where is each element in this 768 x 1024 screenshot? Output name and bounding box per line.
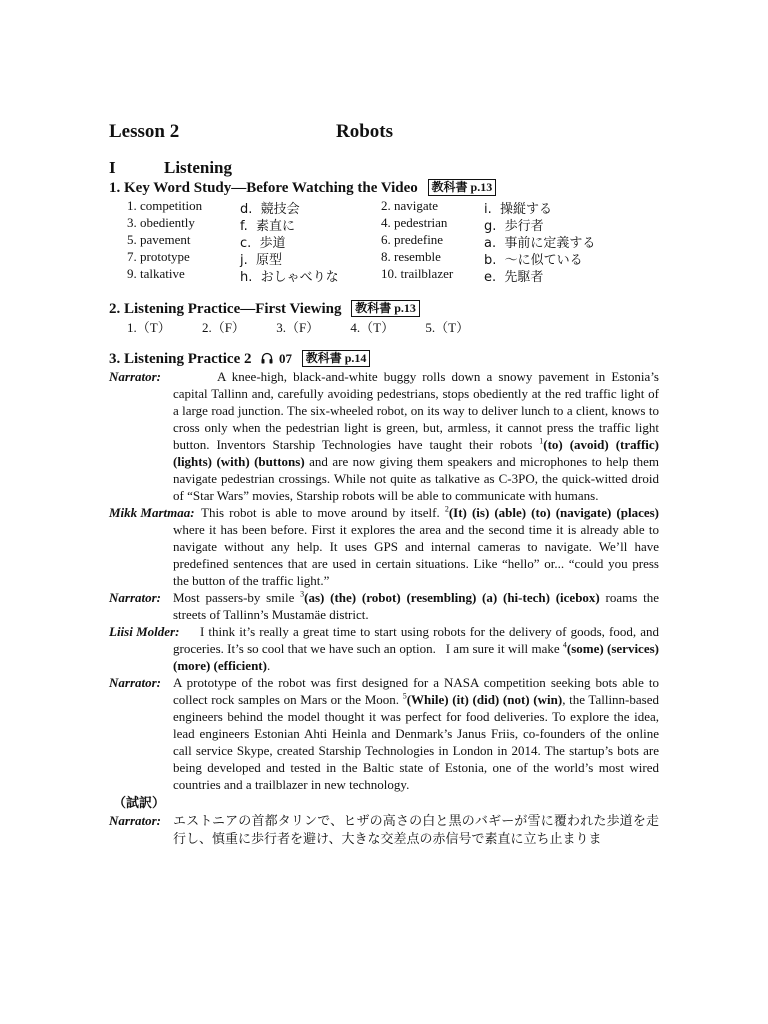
- vocab-word: 3. obediently: [127, 215, 195, 230]
- script-entry: [109, 368, 659, 504]
- translation-label: [109, 794, 659, 812]
- vocab-meaning: c. 歩道: [240, 236, 286, 251]
- script-text: A prototype of the robot was first designed for a NASA competition seeking bots able to collect rock samples on Mars or the Moon.: [173, 675, 659, 707]
- script-text: .: [266, 658, 271, 673]
- vocab-meaning: j. 原型: [240, 253, 283, 268]
- first-viewing-heading-text: 2. Listening Practice―First Viewing: [109, 301, 342, 317]
- headphone-icon: [261, 351, 273, 367]
- script-text: roams the streets of Tallinn’s Mustamäe district.: [173, 590, 659, 622]
- lesson-title: Robots: [336, 121, 394, 142]
- vocab-word: 8. resemble: [381, 249, 441, 264]
- key-word-heading-text: 1. Key Word Study―Before Watching the Video: [109, 180, 418, 196]
- script-text: I think it’s really a great time to start using robots for the delivery of goods, food, and groceries. It’s so cool that we have such an option. I am sure it will make: [173, 624, 659, 656]
- blank-number: 2: [444, 504, 449, 514]
- practice2-heading-text: 3. Listening Practice 2: [109, 351, 252, 367]
- answer-item: 1.（T）: [127, 320, 171, 335]
- vocab-word: 4. pedestrian: [381, 215, 448, 230]
- translation-text: エストニアの首都タリンで、ヒザの高さの白と黒のバギーが雪に覆われた歩道を走行し、慎重に歩行者を避け、大きな交差点の赤信号で素直に立ち止まりま: [173, 814, 659, 847]
- vocab-meaning: f. 素直に: [240, 219, 296, 234]
- vocab-meaning: g. 歩行者: [484, 219, 544, 234]
- track-number: 07: [278, 351, 292, 366]
- vocab-meaning: i. 操縦する: [484, 202, 553, 217]
- answer-item: 5.（T）: [425, 320, 470, 335]
- blank-number: 5: [402, 691, 407, 701]
- answer-text: (to) (avoid) (traffic) (lights) (with) (buttons): [173, 437, 659, 469]
- script-text: where it has been before. First it explores the area and the second time it is already able to navigate without any help. It uses GPS and internal cameras to navigate. We’ll have predefined sentences that are used in certain situations. Like “hello” or... “could you press the button of the traffic light.”: [173, 522, 659, 588]
- script-text: , the Tallinn-based engineers behind the model thought it was perfect for food deliveries. To explore the idea, lead engineers Estonian Ahti Heinla and Denmark’s Janus Friis, co-founders of the online call service Skype, created Starship Technologies in London in 2014. The startup’s bots are being developed and tested in the Baltic state of Estonia, one of the world’s most wired countries and a trailblazer in new technology.: [173, 692, 659, 792]
- textbook-ref-box: 教科書 p.13: [351, 300, 420, 317]
- vocab-word: 7. prototype: [127, 249, 190, 264]
- speaker-name: Liisi Molder:: [109, 624, 180, 639]
- answer-text: (as) (the) (robot) (resembling) (a) (hi-tech) (icebox): [304, 590, 600, 605]
- vocab-meaning: e. 先駆者: [484, 270, 544, 285]
- script-entry: [109, 504, 659, 589]
- blank-number: 3: [300, 589, 305, 599]
- answer-text: (It) (is) (able) (to) (navigate) (places): [448, 505, 659, 520]
- first-viewing-heading: [109, 300, 420, 318]
- translation-label-text: （試訳）: [113, 796, 166, 811]
- vocab-row: [127, 198, 627, 215]
- answer-text: (some) (services) (more) (efficient): [173, 641, 659, 673]
- vocab-row: [127, 266, 627, 283]
- speaker-name: Narrator:: [109, 590, 162, 605]
- textbook-ref-box: 教科書 p.14: [302, 350, 371, 367]
- speaker-name: Narrator:: [109, 813, 162, 828]
- script-text: and are now giving them speakers and microphones to help them navigate pedestrian crossings. While not quite as talkative as C-3PO, the quick-witted droid of “Star Wars” movies, Starship robots will be able to communicate with humans.: [173, 454, 659, 503]
- vocab-meaning: h. おしゃべりな: [240, 270, 339, 285]
- section-title: Listening: [164, 158, 233, 177]
- answer-item: 4.（T）: [350, 320, 395, 335]
- answer-list: [127, 317, 497, 336]
- script-entry: [109, 623, 659, 674]
- vocab-word: 2. navigate: [381, 198, 439, 213]
- vocab-meaning: a. 事前に定義する: [484, 236, 596, 251]
- listening-script: [109, 368, 659, 848]
- vocab-word: 9. talkative: [127, 266, 185, 281]
- script-text: Most passers-by smile: [173, 590, 301, 605]
- vocab-meaning: b. ～に似ている: [484, 253, 583, 268]
- speaker-name: Narrator:: [109, 369, 162, 384]
- script-entry: [109, 674, 659, 793]
- section-number: I: [109, 158, 116, 177]
- vocab-word: 10. trailblazer: [381, 266, 454, 281]
- script-text: This robot is able to move around by itself.: [201, 505, 445, 520]
- vocab-row: [127, 232, 627, 249]
- blank-number: 1: [539, 436, 544, 446]
- lesson-heading: [109, 121, 394, 143]
- speaker-name: Narrator:: [109, 675, 162, 690]
- vocab-meaning: d. 競技会: [240, 202, 300, 217]
- key-word-heading: [109, 179, 496, 197]
- vocab-word: 6. predefine: [381, 232, 444, 247]
- blank-number: 4: [562, 640, 567, 650]
- section-heading: [109, 158, 233, 178]
- answer-item: 3.（F）: [276, 320, 320, 335]
- script-entry: [109, 589, 659, 623]
- vocab-word: 5. pavement: [127, 232, 191, 247]
- vocab-row: [127, 249, 627, 266]
- lesson-label: Lesson 2: [109, 121, 180, 142]
- vocab-table: [127, 198, 627, 283]
- answer-text: (While) (it) (did) (not) (win): [406, 692, 563, 707]
- practice2-heading: [109, 350, 370, 368]
- vocab-word: 1. competition: [127, 198, 203, 213]
- speaker-name: Mikk Martmaa:: [109, 505, 195, 520]
- answer-item: 2.（F）: [201, 320, 245, 335]
- script-entry: [109, 812, 659, 848]
- vocab-row: [127, 215, 627, 232]
- textbook-ref-box: 教科書 p.13: [428, 179, 497, 196]
- script-text: A knee-high, black-and-white buggy rolls down a snowy pavement in Estonia’s capital Tallinn and, carefully avoiding pedestrians, stops obediently at the red traffic light of a large road junction. The six-wheeled robot, on its way to deliver lunch to a client, knows to cross only when the pedestrian light is green, but, armless, it cannot press the traffic light button. Inventors Starship Technologies have taught their robots: [173, 369, 659, 452]
